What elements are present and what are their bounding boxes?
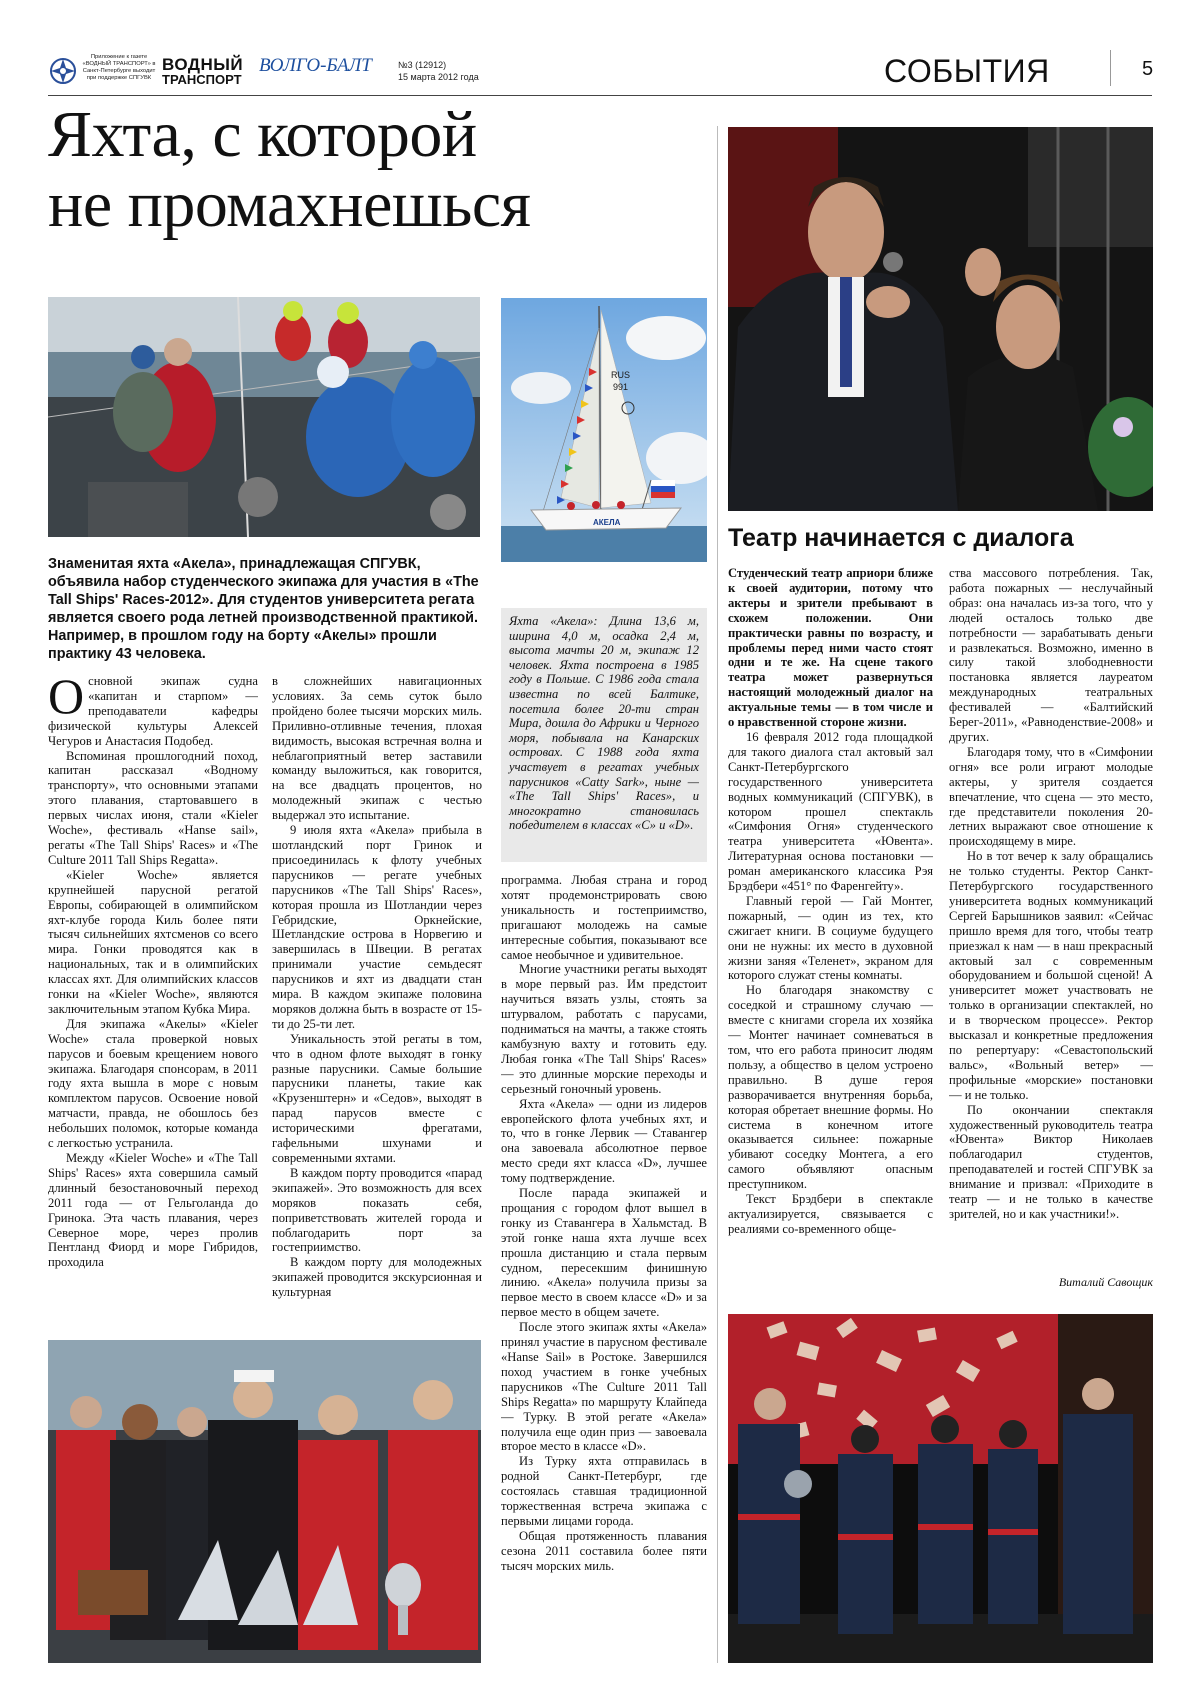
paragraph: Общая протяженность плавания сезона 2011 составила более пяти тысяч морских миль. <box>501 1528 707 1573</box>
paragraph: сновной экипаж судна «капитан и старпом» — преподаватели кафедры физической культуры Алексей Чегуров и Анастасия Подобед. <box>48 674 258 748</box>
article2-lead: Студенческий театр априори ближе к своей аудитории, потому что актеры и зрители пребывают в схожем положении. Они практически равны по возрасту, и проблемы перед ними часто стоят одни и те же. На сцене такого театра может развернуться настоящий молодежный диалог на актуальные темы — в том числе и о нравственной стороне жизни. <box>728 566 933 730</box>
paragraph: Яхта «Акела» — одни из лидеров европейского флота учебных яхт, и то, что в гонке Лервик — Ставангер она завоевала абсолютное первое место среди яхт класса «D», лучшее тому подтверждение. <box>501 1096 707 1186</box>
article1-lead: Знаменитая яхта «Акела», принадлежащая СПГУВК, объявила набор студенческого экипажа для участия в «The Tall Ships' Races-2012». Для студентов университета регата является своего рода летней производственной практикой. Например, в прошлом году на борту «Акелы» прошли практику 43 человека. <box>48 556 479 662</box>
header-rule <box>48 95 1152 96</box>
page-number: 5 <box>1142 58 1154 80</box>
supplement-note: Приложение к газете «ВОДНЫЙ ТРАНСПОРТ» в Санкт-Петербурге выходит при поддержке СПГУВК <box>82 54 156 81</box>
theater-performance-photo <box>728 1314 1153 1663</box>
dropcap: О <box>48 674 85 724</box>
logo-volgo-balt: ВОЛГО-БАЛТ <box>259 55 372 76</box>
paragraph: Для экипажа «Акелы» «Kieler Woche» стала проверкой новых парусов и боевым крещением нового экипажа. Благодаря спонсорам, в 2011 году яхта вышла в море с новым комплектом парусов. Освоение новой матчасти, правда, не обошлось без небольших поломок, которые команда с легкостью устранила. <box>48 1016 258 1151</box>
issue-number: №3 (12912) <box>398 60 447 70</box>
paragraph: Многие участники регаты выходят в море первый раз. Им предстоит научиться вязать узлы, стоять за штурвалом, работать с парусами, подниматься на мачты, а также стоять камбузную вахту и готовить еду. Любая гонка «The Tall Ships' Races» — это длинные морские переходы и серьезный гоночный уровень. <box>501 962 707 1096</box>
paragraph: Вспоминая прошлогодний поход, капитан рассказал «Водному транспорту», что основными этапами этого плавания, стартовавшего в первых числах июня, стали «Kieler Woche», фестиваль «Hanse sail», регаты «The Tall Ships' Races» и «The Culture 2011 Tall Ships Regatta». <box>48 748 258 867</box>
paragraph: Текст Брэдбери в спектакле актуализируется, связывается с реалиями со-временного обще- <box>728 1192 933 1236</box>
paragraph: Но благодаря знакомству с соседкой и страшному случаю — вместе с книгами сгорела их хозяйка — Монтег начинает сомневаться в том, что его работа приносит людям пользу, а общество в целом устроено правильно. В душе героя разворачивается внутренняя борьба, которая обретает внешние формы. Но система в конечном итоге оказывается сильнее: пожарные убивают соседку Монтега, а его самого объявляют опасным преступником. <box>728 983 933 1192</box>
yacht-specs-caption: Яхта «Акела»: Длина 13,6 м, ширина 4,0 м, осадка 2,4 м, высота мачты 20 м, экипаж 12 человек. Яхта построена в 1985 году в Польше. С 1986 года стала известна по всей Балтике, посетила более 20-ти стран Мира, дошла до Африки и Черного моря, побывала на Канарских островах. С 1988 года яхта участвует в регатах учебных парусников «Catty Sark», ныне — «The Tall Ships' Races», и многократно становилась победителем в классах «С» и «D». <box>501 608 707 862</box>
section-divider <box>1110 50 1111 86</box>
article1-column-2 <box>272 674 482 1339</box>
paragraph: После парада экипажей и прощания с городом флот вышел в гонку из Ставангера в Хальмстад. В этой гонке наша яхта лучше всех прошла дистанцию и стала первым судном, пересекшим финишную линию. «Акела» получила призы за первое место в своем классе «D» и за первое место в общем зачете. <box>501 1186 707 1320</box>
byline: Виталий Савощик <box>1058 1275 1153 1289</box>
hull-name: АКЕЛА <box>593 518 621 527</box>
sail-number-991: 991 <box>613 382 629 392</box>
paragraph: программа. Любая страна и город хотят продемонстрировать свою уникальность и гостеприимство, пригашают молодежь на самые интересные события, показывают все самое необычное и удивительное. <box>501 873 707 962</box>
article1-headline <box>48 100 708 240</box>
sail-number-rus: RUS <box>611 370 631 380</box>
speakers-on-stage-photo <box>728 127 1153 511</box>
paragraph: В каждом порту проводится «парад экипажей». Это возможность для всех моряков показать себя, поприветствовать жителей города и поблагодарить порт за гостеприимство. <box>272 1165 482 1255</box>
paragraph: в сложнейших навигационных условиях. За семь суток было пройдено более тысячи морских миль. Приливно-отливные течения, плохая видимость, высокая встречная волна и неблагоприятный ветер заставили команду выложиться, как говорится, на все двадцать процентов, но молодежный экипаж с честью выдержал это испытание. <box>272 674 482 823</box>
paragraph: Между «Kieler Woche» и «The Tall Ships' Races» яхта совершила самый длинный безостановочный переход 2011 года — от Гельголанда до Гринока. Эта часть плавания, через Северное море, через пролив Пентланд Фиорд и море Гибридов, проходила <box>48 1151 258 1270</box>
headline-line-2: не промахнешься <box>48 168 531 241</box>
masthead <box>48 48 1152 98</box>
crew-on-deck-photo <box>48 297 480 537</box>
paragraph: Главный герой — Гай Монтег, пожарный, — один из тех, кто сжигает книги. В социуме будущего они не нужны: их место в духовной жизни заняя «Теленет», экраном для которого служат стены комнаты. <box>728 893 933 983</box>
paragraph: 9 июля яхта «Акела» прибыла в шотландский порт Гринок и присоединилась к флоту учебных парусников — регате учебных парусников «The Tall Ships' Races», которая прошла из Шотландии через Гебридские, Оркнейские, Шетландские острова в Норвегию и завершилась в Швеции. В регатах принимали участие семьдесят парусников и яхт из двадцати стан мира. В каждом экипаже половина моряков должна быть в возрасте от 15-ти до 25-ти лет. <box>272 823 482 1031</box>
paragraph: По окончании спектакля художественный руководитель театра «Ювента» Виктор Николаев поблагодарил студентов, преподавателей и гостей СПГУВК за внимание и призвал: «Приходите в театр — и не только в качестве зрителей, но и как участники!». <box>949 1102 1153 1221</box>
issue-date: 15 марта 2012 года <box>398 72 479 82</box>
article2-column-2 <box>949 566 1153 1261</box>
section-name: СОБЫТИЯ <box>884 53 1050 89</box>
paragraph: «Kieler Woche» является крупнейшей парусной регатой Европы, собирающей в олимпийском яхт-клубе города Киль более пяти тысяч сильнейших яхтсменов со всего мира. Гонки проводятся как в национальных, так и в олимпийских классах яхт. Для олимпийских классов гонки на «Kieler Woche», являются заключительным этапом Кубка Мира. <box>48 867 258 1016</box>
team-with-trophies-photo <box>48 1340 481 1663</box>
paragraph: ства массового потребления. Так, работа пожарных — неслучайный образ: она началась из-за того, что у людей осталось только две потребности — зарабатывать деньги и развлекаться. Возможно, именно в силу такой злободневности постановка является лауреатом международных театральных фестивалей — «Балтийский Берег-2011», «Равноденствие-2008» и других. <box>949 566 1153 744</box>
article2-column-1 <box>728 566 933 1286</box>
yacht-akela-photo <box>501 298 707 562</box>
logo-transport: ТРАНСПОРТ <box>162 72 242 87</box>
paragraph: Благодаря тому, что в «Симфонии огня» все роли играют молодые актеры, у зрителя создается впечатление, что сцена — это место, где представители поколения 20-летних выражают свое отношение к происходящему в мире. <box>949 744 1153 849</box>
logo-vodny: ВОДНЫЙ <box>162 55 244 74</box>
column-divider <box>717 126 718 1663</box>
paragraph: Уникальность этой регаты в том, что в одном флоте выходят в гонку разные парусники. Самые большие парусники планеты, такие как «Крузенштерн» и «Седов», выходят в парад парусов вместе с историческими фрегатами, гафельными шхунами и современными яхтами. <box>272 1031 482 1165</box>
article1-column-1 <box>48 674 258 1339</box>
headline-line-1: Яхта, с которой <box>48 98 477 171</box>
paragraph: 16 февраля 2012 года площадкой для такого диалога стал актовый зал Санкт-Петербургского государственного университета водных коммуникаций (СПГУВК), в котором прошел спектакль «Симфония Огня» студенческого театра университета «Ювента». Литературная основа постановки — роман американского классика Рэя Брэдбери «451° по Фаренгейту». <box>728 729 933 894</box>
paragraph: Но в тот вечер к залу обращались не только студенты. Ректор Санкт-Петербургского государственного университета водных коммуникаций Сергей Барышников заявил: «Сейчас пришло время для того, чтобы театр приезжал к нам — в наш прекрасный актовый зал с современным оборудованием и большой сценой! А университет может участвовать не только в организации спектаклей, но и в творческом процессе». Ректор высказал и конкретные предложения по репертуару: «Севастопольский вальс», «Вольный ветер» — профильные «морские» постановки — и не только. <box>949 849 1153 1102</box>
article2-headline: Театр начинается с диалога <box>728 524 1074 552</box>
paragraph: Из Турку яхта отправилась в родной Санкт-Петербург, где состоялась ставшая традиционной торжественная встреча экипажа с первыми лицами города. <box>501 1454 707 1528</box>
university-emblem-icon <box>48 54 78 88</box>
paragraph: После этого экипаж яхты «Акела» принял участие в парусном фестивале «Hanse Sail» в Ростоке. Завершился поход участием в гонке учебных парусников «The Culture 2011 Tall Ships Regatta» по маршруту Клайпеда — Турку. В этой регате «Акела» получила еще один приз — завоевала второе место в классе «D». <box>501 1320 707 1454</box>
paragraph: В каждом порту для молодежных экипажей проводится экскурсионная и культурная <box>272 1255 482 1300</box>
article1-column-3 <box>501 873 707 1663</box>
